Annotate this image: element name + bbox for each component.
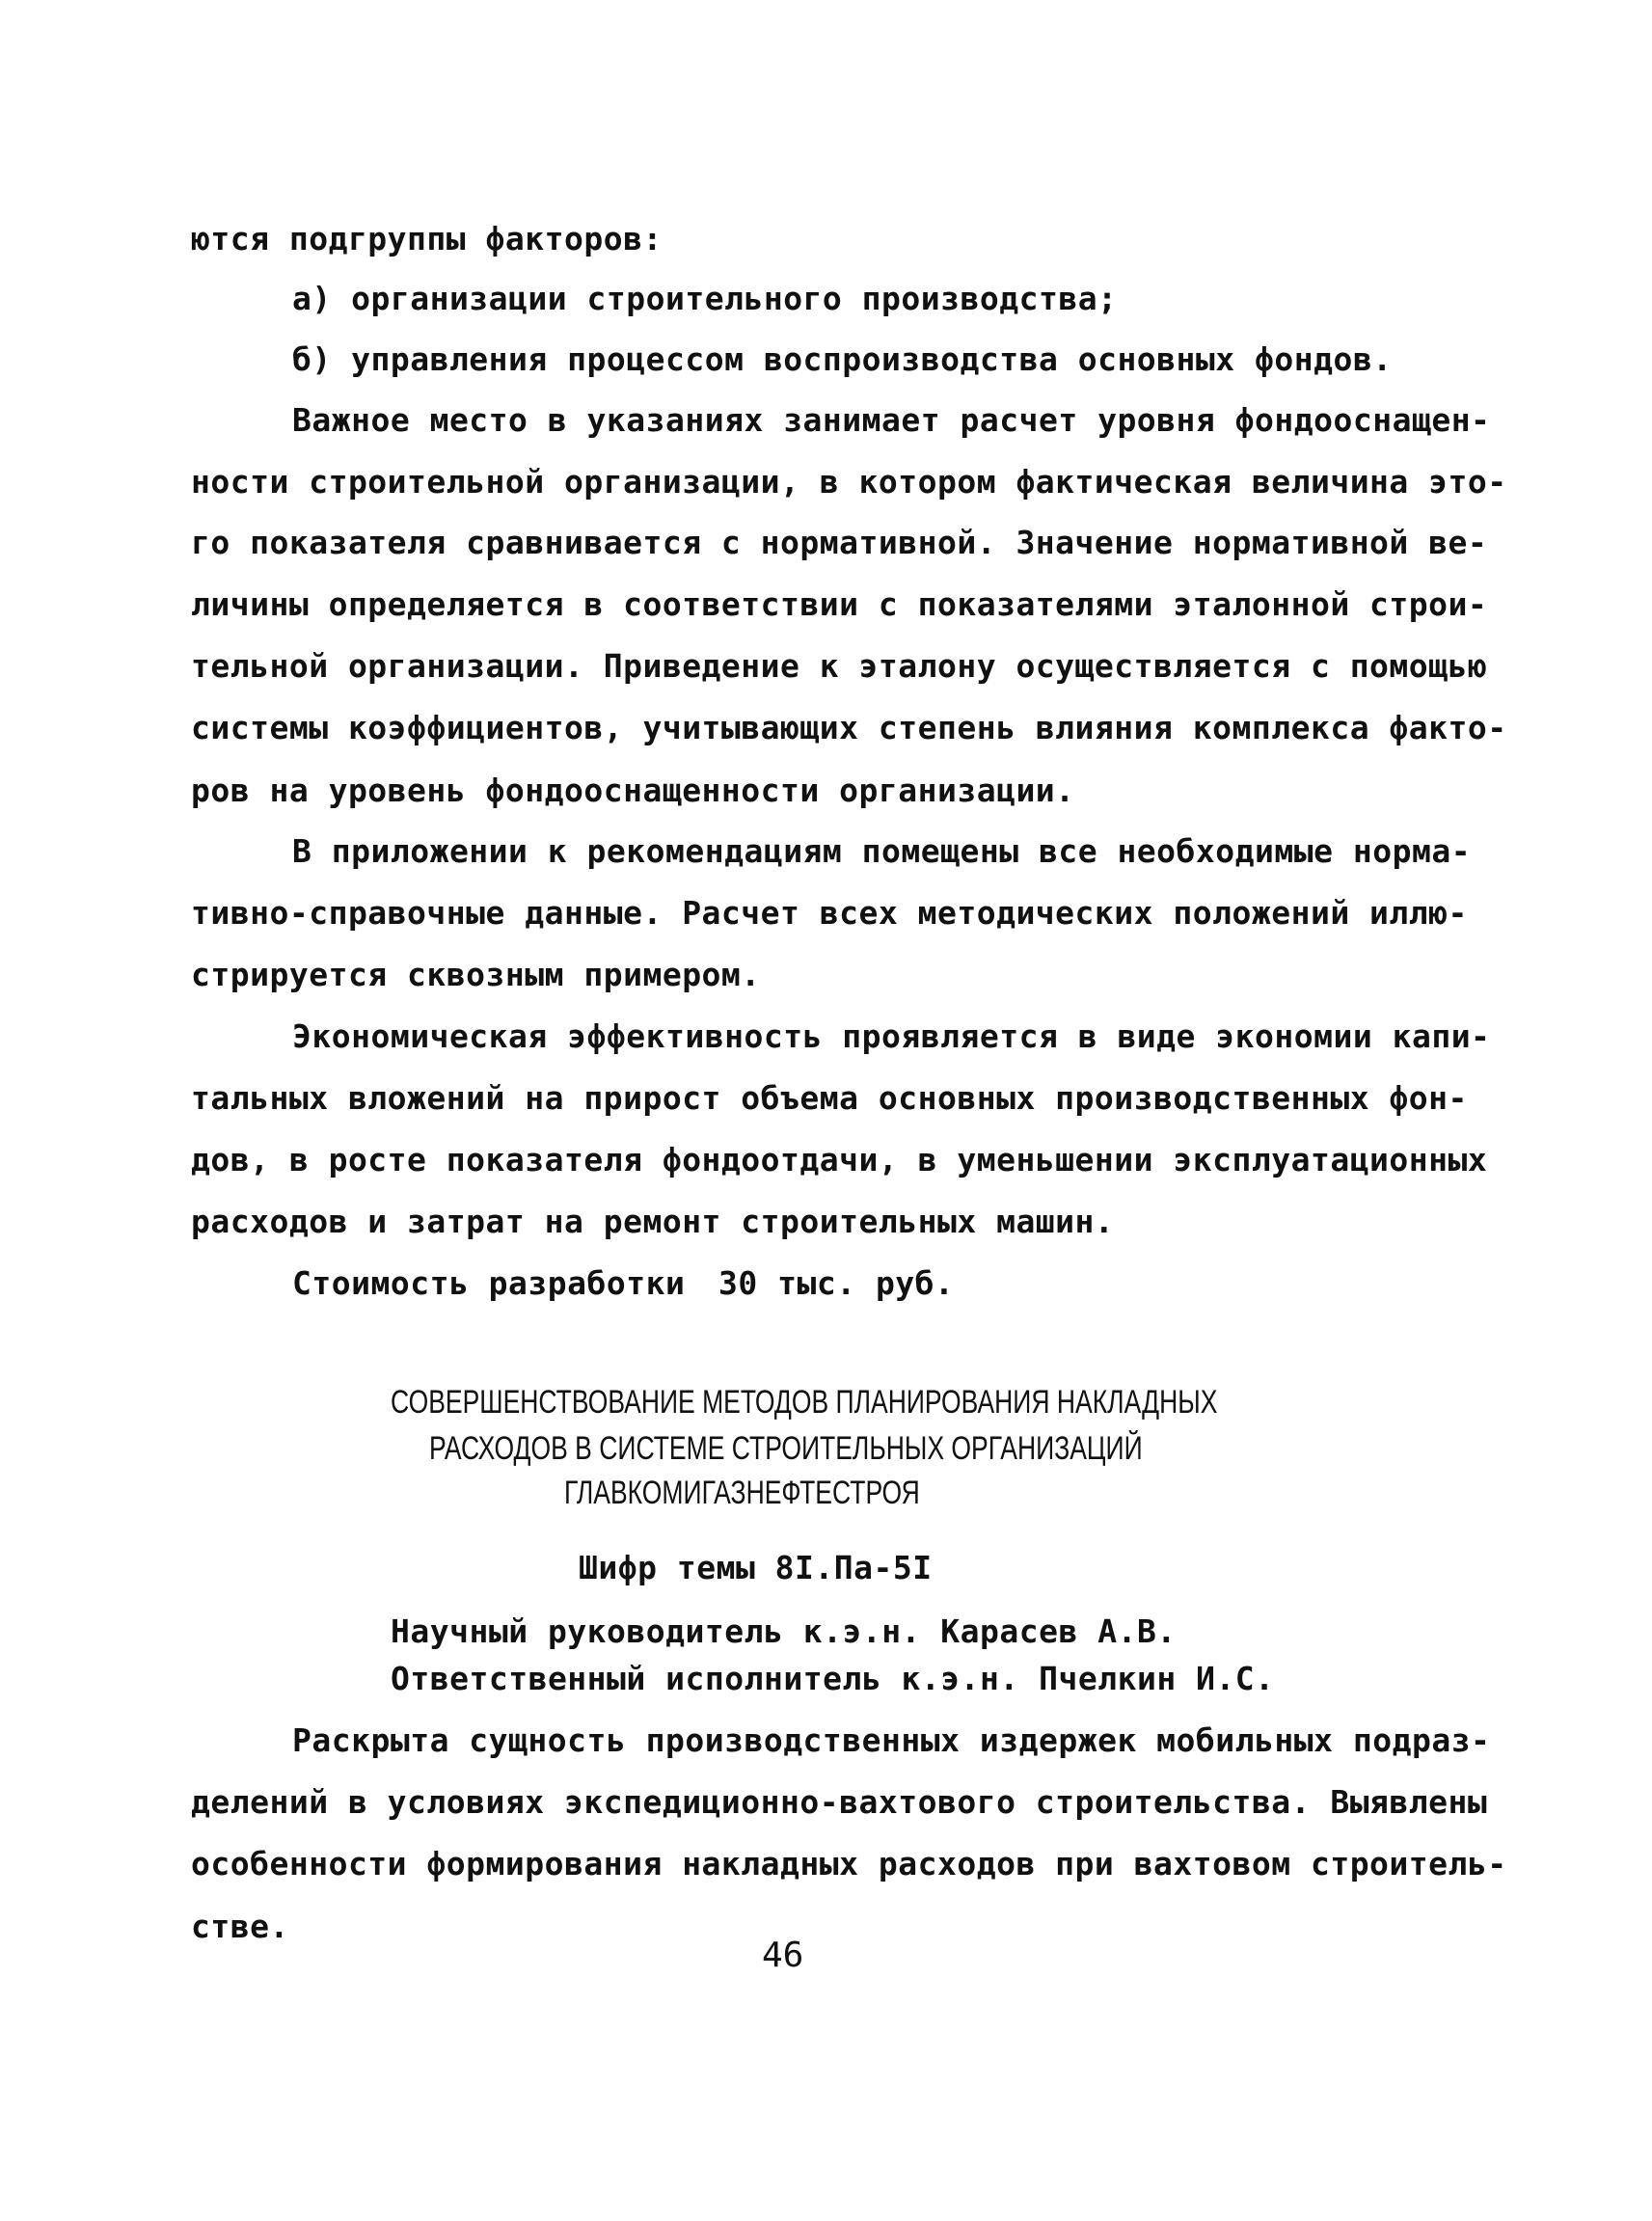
paragraph-line: стве.	[191, 1908, 289, 1945]
paragraph-line: Экономическая эффективность проявляется в виде экономии капи-	[292, 1017, 1491, 1055]
list-item-a: а) организации строительного производства;	[292, 280, 1118, 317]
list-item-b: б) управления процессом воспроизводства основных фондов.	[292, 340, 1393, 378]
paragraph-line: тельной организации. Приведение к эталону осуществляется с помощью	[191, 647, 1488, 685]
section-title-line: СОВЕРШЕНСТВОВАНИЕ МЕТОДОВ ПЛАНИРОВАНИЯ НАКЛАДНЫХ	[391, 1384, 1218, 1421]
executor-line: Ответственный исполнитель к.э.н. Пчелкин И.С.	[391, 1660, 1275, 1697]
section-title-line: РАСХОДОВ В СИСТЕМЕ СТРОИТЕЛЬНЫХ ОРГАНИЗАЦИЙ	[429, 1430, 1143, 1467]
paragraph-line: В приложении к рекомендациям помещены все необходимые норма-	[292, 832, 1472, 870]
cost-label: Стоимость разработки	[292, 1264, 686, 1302]
cost-value: 30 тыс. руб.	[718, 1264, 955, 1302]
paragraph-line: стрируется сквозным примером.	[191, 956, 761, 993]
section-title-line: ГЛАВКОМИГАЗНЕФТЕСТРОЯ	[564, 1475, 920, 1511]
paragraph-line: дов, в росте показателя фондоотдачи, в уменьшении эксплуатационных	[191, 1141, 1488, 1178]
paragraph-line: тивно-справочные данные. Расчет всех методических положений иллю-	[191, 894, 1468, 932]
topic-code: Шифр темы 8I.Па-5I	[579, 1549, 933, 1586]
paragraph-line: тальных вложений на прирост объема основных производственных фон-	[191, 1079, 1468, 1117]
paragraph-line: особенности формирования накладных расходов при вахтовом строитель-	[191, 1845, 1507, 1882]
paragraph-line: расходов и затрат на ремонт строительных машин.	[191, 1203, 1115, 1240]
supervisor-line: Научный руководитель к.э.н. Карасев А.В.	[391, 1612, 1177, 1650]
paragraph-line: ности строительной организации, в котором фактическая величина это-	[191, 463, 1507, 501]
paragraph-line: делений в условиях экспедиционно-вахтового строительства. Выявлены	[191, 1783, 1488, 1821]
paragraph-line: ров на уровень фондооснащенности организации.	[191, 772, 1075, 809]
paragraph-line: личины определяется в соответствии с показателями эталонной строи-	[191, 585, 1488, 623]
paragraph-line: Важное место в указаниях занимает расчет уровня фондооснащен-	[292, 401, 1491, 439]
page-number: 46	[762, 1936, 804, 1975]
text-line: ются подгруппы факторов:	[191, 220, 663, 257]
paragraph-line: Раскрыта сущность производственных издержек мобильных подраз-	[292, 1721, 1491, 1759]
paragraph-line: системы коэффициентов, учитывающих степень влияния комплекса факто-	[191, 709, 1507, 746]
paragraph-line: го показателя сравнивается с нормативной. Значение нормативной ве-	[191, 524, 1488, 561]
